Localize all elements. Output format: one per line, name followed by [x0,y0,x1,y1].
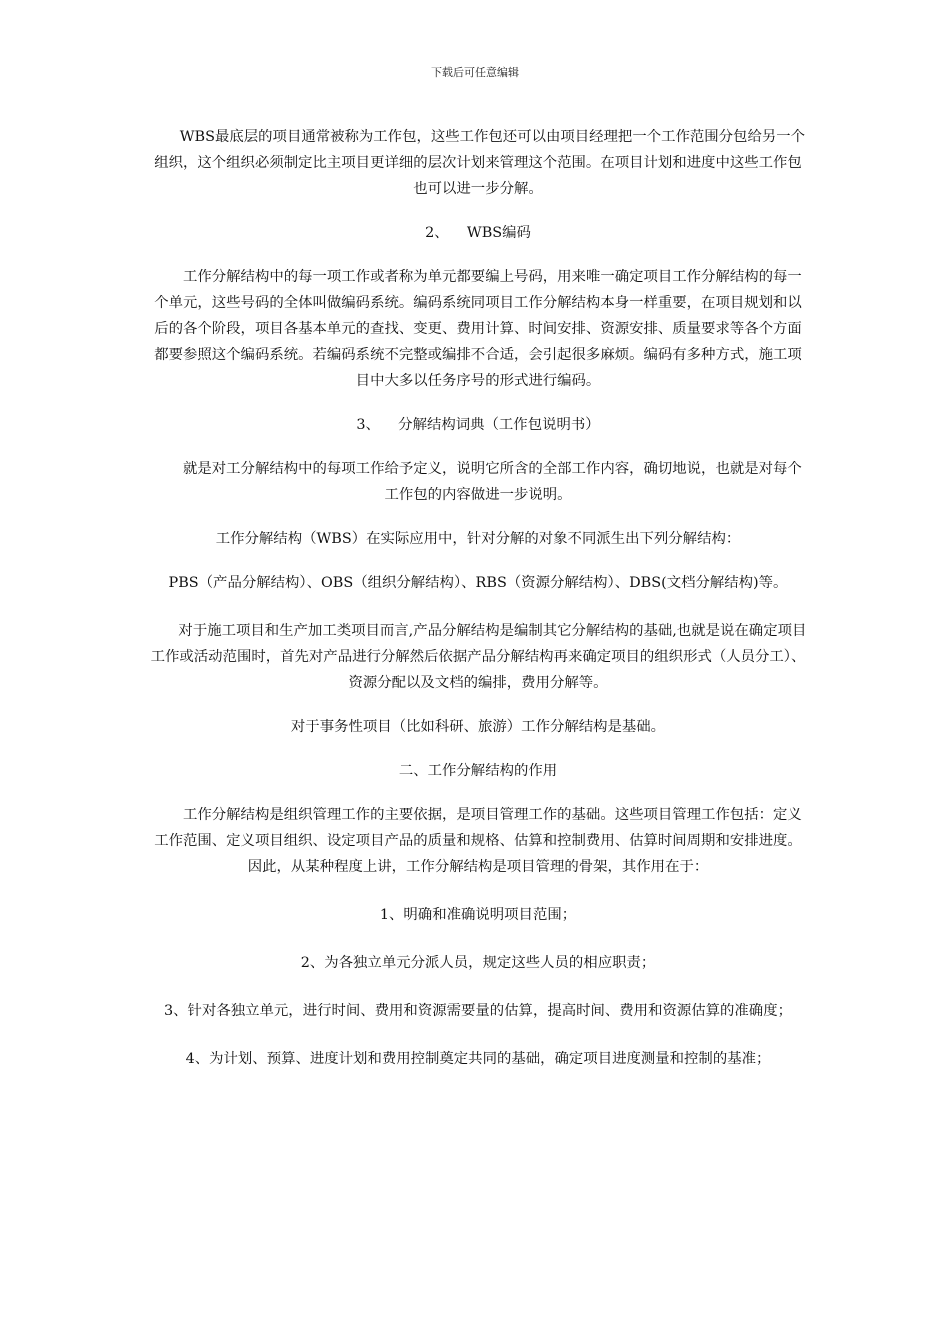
document-body [148,124,808,1072]
paragraph-service-projects: 对于事务性项目（比如科研、旅游）工作分解结构是基础。 [290,719,666,735]
list-item-4: 4、为计划、预算、进度计划和费用控制奠定共同的基础，确定项目进度测量和控制的基准； [185,1051,771,1067]
heading-wbs-coding: 2、 WBS编码 [425,225,531,241]
list-item-1: 1、明确和准确说明项目范围； [379,907,577,923]
paragraph-dictionary-definition: 就是对工分解结构中的每项工作给予定义，说明它所含的全部工作内容，确切地说，也就是对每个工作包的内容做进一步说明。 [182,461,802,503]
paragraph-wbs-role-intro: 工作分解结构是组织管理工作的主要依据，是项目管理工作的基础。这些项目管理工作包括：定义工作范围、定义项目组织、设定项目产品的质量和规格、估算和控制费用、估算时间周期和安排进度。因此，从某种程度上讲，工作分解结构是项目管理的骨架，其作用在于： [154,807,802,875]
paragraph-derived-structures: 工作分解结构（WBS）在实际应用中，针对分解的对象不同派生出下列分解结构： [215,531,741,547]
list-item-2: 2、为各独立单元分派人员，规定这些人员的相应职责； [300,955,656,971]
page-header: 下载后可任意编辑 [431,66,519,79]
paragraph-wbs-work-package: WBS最底层的项目通常被称为工作包，这些工作包还可以由项目经理把一个工作范围分包给另一个组织，这个组织必须制定比主项目更详细的层次计划来管理这个范围。在项目计划和进度中这些工作包也可以进一步分解。 [154,129,806,197]
paragraph-coding-system: 工作分解结构中的每一项工作或者称为单元都要编上号码，用来唯一确定项目工作分解结构的每一个单元，这些号码的全体叫做编码系统。编码系统同项目工作分解结构本身一样重要，在项目规划和以后的各个阶段，项目各基本单元的查找、变更、费用计算、时间安排、资源安排、质量要求等各个方面都要参照这个编码系统。若编码系统不完整或编排不合适，会引起很多麻烦。编码有多种方式，施工项目中大多以任务序号的形式进行编码。 [154,269,802,389]
paragraph-pbs-basis: 对于施工项目和生产加工类项目而言,产品分解结构是编制其它分解结构的基础,也就是说在确定项目工作或活动范围时，首先对产品进行分解然后依据产品分解结构再来确定项目的组织形式（人员分工）、资源分配以及文档的编排，费用分解等。 [150,623,807,691]
list-item-3: 3、针对各独立单元，进行时间、费用和资源需要量的估算，提高时间、费用和资源估算的准确度； [164,1003,792,1019]
heading-wbs-dictionary: 3、 分解结构词典（工作包说明书） [356,417,600,433]
paragraph-structure-list: PBS（产品分解结构）、OBS（组织分解结构）、RBS（资源分解结构）、DBS(文档分解结构)等。 [168,575,788,591]
heading-wbs-role: 二、工作分解结构的作用 [398,763,558,779]
